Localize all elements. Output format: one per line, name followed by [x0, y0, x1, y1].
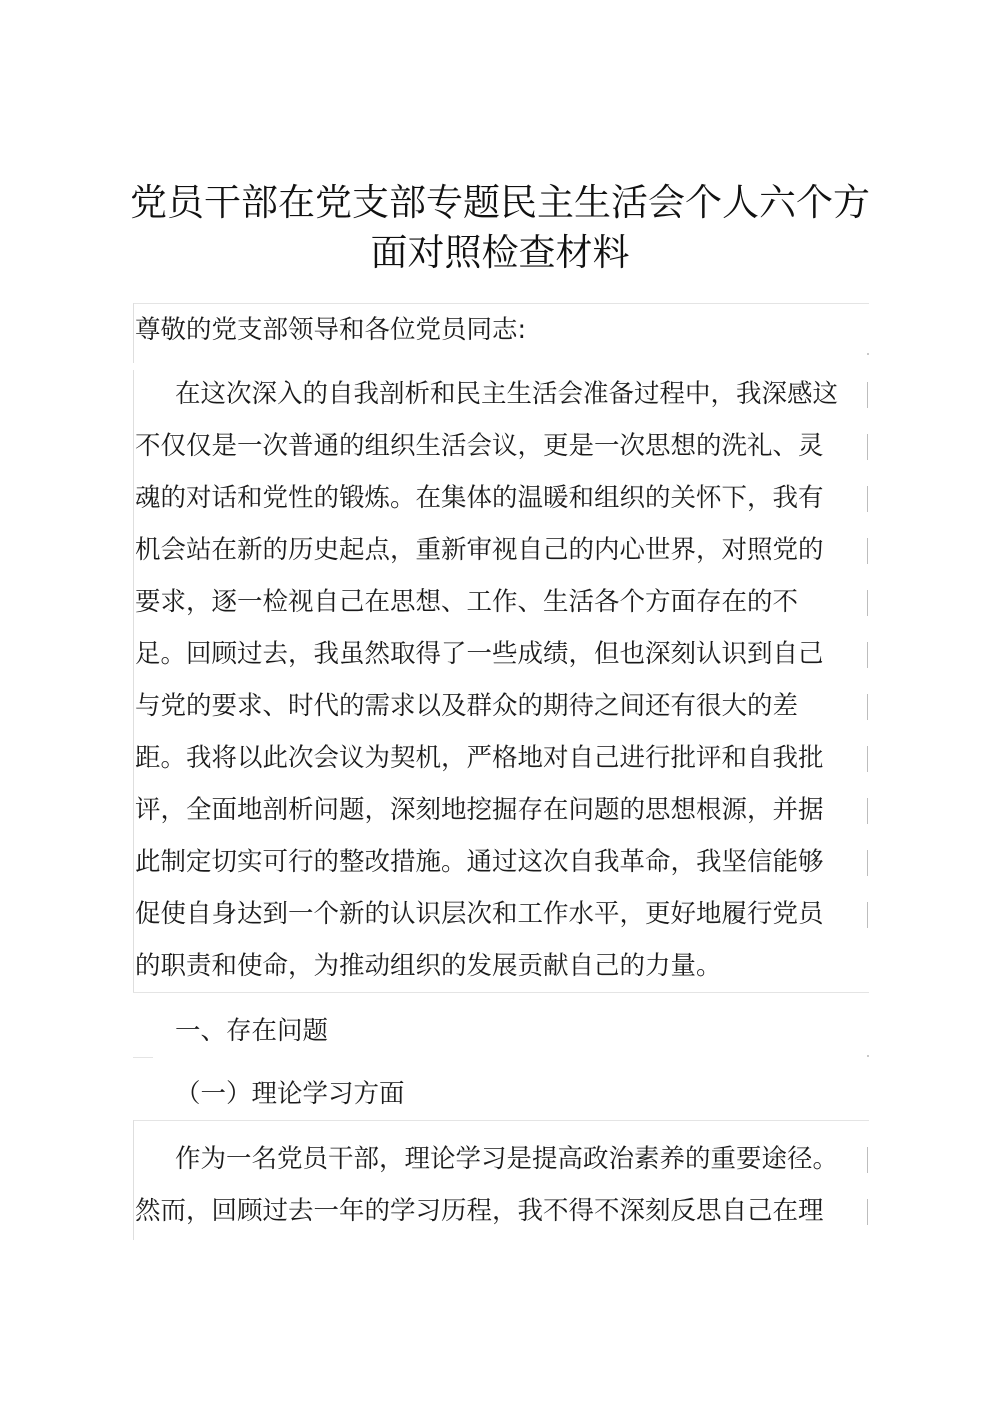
subsection-heading: （一）理论学习方面	[175, 1079, 405, 1109]
intro-line-9: 评，全面地剖析问题，深刻地挖掘存在问题的思想根源，并据	[135, 795, 824, 825]
margin-mark	[867, 434, 868, 460]
intro-line-10: 此制定切实可行的整改措施。通过这次自我革命，我坚信能够	[135, 847, 824, 877]
salutation: 尊敬的党支部领导和各位党员同志:	[135, 315, 527, 345]
margin-mark	[867, 746, 868, 772]
margin-dot	[867, 353, 869, 355]
margin-mark	[867, 538, 868, 564]
margin-mark	[867, 694, 868, 720]
margin-mark	[867, 1147, 868, 1173]
margin-dot	[867, 1055, 869, 1057]
divider-rule	[133, 1120, 869, 1121]
margin-mark	[867, 642, 868, 668]
divider-rule	[133, 303, 869, 304]
intro-line-3: 魂的对话和党性的锻炼。在集体的温暖和组织的关怀下，我有	[135, 483, 824, 513]
intro-line-4: 机会站在新的历史起点，重新审视自己的内心世界，对照党的	[135, 535, 824, 565]
margin-mark	[867, 902, 868, 928]
left-border	[133, 303, 134, 363]
margin-mark	[867, 1199, 868, 1225]
margin-mark	[867, 486, 868, 512]
body-line-1: 作为一名党员干部，理论学习是提高政治素养的重要途径。	[175, 1144, 839, 1174]
left-border	[133, 1120, 134, 1240]
title-line-2: 面对照检查材料	[370, 231, 630, 274]
intro-line-6: 足。回顾过去，我虽然取得了一些成绩，但也深刻认识到自己	[135, 639, 824, 669]
document-title	[120, 178, 880, 278]
divider-rule	[133, 992, 869, 993]
body-line-2: 然而，回顾过去一年的学习历程，我不得不深刻反思自己在理	[135, 1196, 824, 1226]
title-line-1: 党员干部在党支部专题民主生活会个人六个方	[130, 181, 870, 224]
intro-line-11: 促使自身达到一个新的认识层次和工作水平，更好地履行党员	[135, 899, 824, 929]
intro-line-5: 要求，逐一检视自己在思想、工作、生活各个方面存在的不	[135, 587, 799, 617]
divider-rule	[133, 1057, 153, 1058]
intro-line-12: 的职责和使命，为推动组织的发展贡献自己的力量。	[135, 951, 722, 981]
intro-line-2: 不仅仅是一次普通的组织生活会议，更是一次思想的洗礼、灵	[135, 431, 824, 461]
intro-line-7: 与党的要求、时代的需求以及群众的期待之间还有很大的差	[135, 691, 799, 721]
intro-line-1: 在这次深入的自我剖析和民主生活会准备过程中，我深感这	[175, 379, 839, 409]
intro-line-8: 距。我将以此次会议为契机，严格地对自己进行批评和自我批	[135, 743, 824, 773]
left-border	[133, 370, 134, 992]
margin-mark	[867, 798, 868, 824]
margin-mark	[867, 382, 868, 408]
section-heading: 一、存在问题	[175, 1016, 329, 1046]
margin-mark	[867, 590, 868, 616]
margin-mark	[867, 850, 868, 876]
